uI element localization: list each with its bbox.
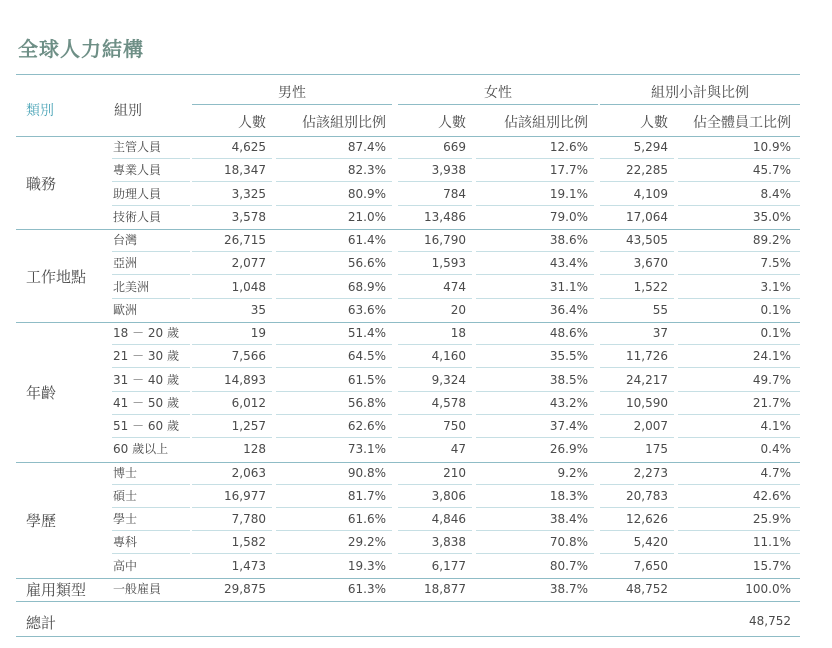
- value-cell-t: 48,752: [626, 581, 668, 596]
- value-cell-f: 784: [443, 186, 466, 201]
- value-cell-fp: 36.4%: [549, 302, 588, 317]
- value-cell-tp: 49.7%: [752, 372, 791, 387]
- value-cell-fp: 18.3%: [549, 488, 588, 503]
- value-cell-f: 16,790: [424, 233, 466, 247]
- value-cell-f: 18,877: [424, 581, 466, 596]
- value-cell-f: 210: [443, 465, 466, 480]
- value-cell-fp: 26.9%: [549, 442, 588, 457]
- value-cell-m: 3,325: [231, 186, 266, 201]
- table-row: [16, 206, 800, 229]
- value-cell-mp: 63.6%: [347, 302, 386, 317]
- value-cell-m: 1,473: [231, 558, 266, 573]
- group-cell: 專業人員: [113, 163, 162, 178]
- group-cell: 18 － 20 歲: [113, 326, 179, 340]
- category-label: 年齡: [26, 383, 57, 402]
- table-row: [16, 159, 800, 182]
- table-row: [16, 531, 800, 554]
- value-cell-f: 9,324: [431, 372, 466, 387]
- value-cell-fp: 19.1%: [549, 186, 588, 201]
- value-cell-fp: 37.4%: [549, 419, 588, 433]
- header-female: 女性: [484, 85, 512, 101]
- value-cell-m: 7,566: [231, 349, 266, 364]
- page-title: 全球人力結構: [18, 37, 144, 61]
- value-cell-fp: 38.7%: [549, 581, 588, 596]
- value-cell-fp: 9.2%: [557, 465, 588, 480]
- value-cell-mp: 61.6%: [347, 512, 386, 526]
- value-cell-m: 2,077: [231, 256, 266, 271]
- value-cell-mp: 82.3%: [347, 163, 386, 178]
- group-cell: 一般雇員: [113, 581, 162, 596]
- table-row: [16, 299, 800, 322]
- value-cell-f: 4,578: [431, 395, 466, 410]
- group-cell: 31 － 40 歲: [113, 372, 179, 387]
- table-row: [16, 229, 800, 252]
- value-cell-m: 1,048: [231, 279, 266, 294]
- value-cell-f: 3,938: [431, 163, 466, 178]
- value-cell-fp: 43.4%: [549, 256, 588, 271]
- value-cell-m: 7,780: [231, 512, 266, 526]
- header-male: 男性: [278, 85, 306, 101]
- header-category: 類別: [26, 103, 54, 119]
- value-cell-m: 26,715: [224, 233, 266, 247]
- female-header-rule: [398, 104, 598, 105]
- header-male-count: 人數: [238, 115, 266, 131]
- value-cell-tp: 24.1%: [752, 349, 791, 364]
- value-cell-mp: 19.3%: [347, 558, 386, 573]
- value-cell-mp: 21.0%: [347, 209, 386, 224]
- table-row: [16, 369, 800, 392]
- value-cell-t: 11,726: [626, 349, 668, 364]
- group-cell: 亞洲: [113, 256, 138, 271]
- value-cell-tp: 0.1%: [760, 326, 791, 340]
- value-cell-m: 16,977: [224, 488, 266, 503]
- value-cell-m: 1,582: [231, 535, 266, 550]
- value-cell-f: 669: [443, 140, 466, 154]
- value-cell-m: 3,578: [231, 209, 266, 224]
- value-cell-mp: 56.6%: [347, 256, 386, 271]
- value-cell-f: 750: [443, 419, 466, 433]
- table-row: [16, 508, 800, 531]
- value-cell-tp: 4.1%: [760, 419, 791, 433]
- value-cell-m: 128: [243, 442, 266, 457]
- value-cell-mp: 29.2%: [347, 535, 386, 550]
- value-cell-t: 37: [652, 326, 668, 340]
- table-row: [16, 392, 800, 415]
- value-cell-m: 6,012: [231, 395, 266, 410]
- subtotal-header-rule: [600, 104, 800, 105]
- value-cell-t: 2,273: [633, 465, 668, 480]
- value-cell-tp: 11.1%: [752, 535, 791, 550]
- value-cell-f: 3,806: [431, 488, 466, 503]
- table-row: [16, 252, 800, 275]
- value-cell-tp: 100.0%: [745, 581, 791, 596]
- value-cell-m: 18,347: [224, 163, 266, 178]
- category-label: 學歷: [26, 511, 57, 530]
- header-subtotal-ratio: 佔全體員工比例: [693, 115, 791, 131]
- value-cell-f: 4,160: [431, 349, 466, 364]
- category-separator: [16, 601, 800, 602]
- value-cell-fp: 35.5%: [549, 349, 588, 364]
- table-row: [16, 183, 800, 206]
- group-cell: 歐洲: [113, 302, 138, 317]
- value-cell-tp: 10.9%: [752, 140, 791, 154]
- table-row: [16, 415, 800, 438]
- value-cell-mp: 61.4%: [347, 233, 386, 247]
- group-cell: 北美洲: [113, 279, 150, 294]
- value-cell-tp: 89.2%: [752, 233, 791, 247]
- value-cell-f: 6,177: [431, 558, 466, 573]
- value-cell-fp: 31.1%: [549, 279, 588, 294]
- category-label: 工作地點: [26, 267, 87, 286]
- value-cell-t: 17,064: [626, 209, 668, 224]
- group-cell: 高中: [113, 558, 138, 573]
- value-cell-fp: 48.6%: [549, 326, 588, 340]
- value-cell-t: 20,783: [626, 488, 668, 503]
- value-cell-tp: 21.7%: [752, 395, 791, 410]
- value-cell-mp: 90.8%: [347, 465, 386, 480]
- table-row: [16, 578, 800, 601]
- value-cell-t: 12,626: [626, 512, 668, 526]
- value-cell-tp: 25.9%: [752, 512, 791, 526]
- value-cell-mp: 68.9%: [347, 279, 386, 294]
- value-cell-tp: 7.5%: [760, 256, 791, 271]
- group-cell: 60 歲以上: [113, 442, 169, 457]
- value-cell-t: 43,505: [626, 233, 668, 247]
- value-cell-t: 2,007: [633, 419, 668, 433]
- table-row: [16, 555, 800, 578]
- value-cell-mp: 61.3%: [347, 581, 386, 596]
- header-female-ratio: 佔該組別比例: [504, 115, 588, 131]
- male-header-rule: [192, 104, 392, 105]
- table-row: [16, 462, 800, 485]
- value-cell-t: 22,285: [626, 163, 668, 178]
- group-cell: 碩士: [113, 488, 138, 503]
- value-cell-tp: 15.7%: [752, 558, 791, 573]
- value-cell-f: 1,593: [431, 256, 466, 271]
- group-cell: 台灣: [113, 233, 138, 247]
- value-cell-tp: 4.7%: [760, 465, 791, 480]
- value-cell-fp: 43.2%: [549, 395, 588, 410]
- value-cell-fp: 70.8%: [549, 535, 588, 550]
- value-cell-mp: 62.6%: [347, 419, 386, 433]
- value-cell-f: 13,486: [424, 209, 466, 224]
- value-cell-tp: 0.4%: [760, 442, 791, 457]
- header-group: 組別: [114, 103, 142, 119]
- group-cell: 技術人員: [113, 209, 162, 224]
- table-row: [16, 322, 800, 345]
- value-cell-tp: 35.0%: [752, 209, 791, 224]
- value-cell-f: 18: [450, 326, 466, 340]
- table-row: [16, 276, 800, 299]
- value-cell-m: 35: [250, 302, 266, 317]
- value-cell-tp: 0.1%: [760, 302, 791, 317]
- value-cell-tp: 45.7%: [752, 163, 791, 178]
- value-cell-m: 2,063: [231, 465, 266, 480]
- value-cell-f: 474: [443, 279, 466, 294]
- value-cell-mp: 80.9%: [347, 186, 386, 201]
- value-cell-mp: 51.4%: [347, 326, 386, 340]
- value-cell-t: 5,294: [633, 140, 668, 154]
- value-cell-f: 3,838: [431, 535, 466, 550]
- value-cell-fp: 12.6%: [549, 140, 588, 154]
- value-cell-tp: 8.4%: [760, 186, 791, 201]
- value-cell-mp: 81.7%: [347, 488, 386, 503]
- value-cell-t: 55: [652, 302, 668, 317]
- value-cell-m: 4,625: [231, 140, 266, 154]
- value-cell-fp: 17.7%: [549, 163, 588, 178]
- header-subtotal-count: 人數: [640, 115, 668, 131]
- group-cell: 博士: [113, 465, 138, 480]
- table-row: [16, 136, 800, 159]
- group-cell: 助理人員: [113, 186, 162, 201]
- value-cell-mp: 61.5%: [347, 372, 386, 387]
- header-female-count: 人數: [438, 115, 466, 131]
- total-value: 48,752: [749, 614, 791, 628]
- value-cell-mp: 64.5%: [347, 349, 386, 364]
- value-cell-m: 29,875: [224, 581, 266, 596]
- category-label: 職務: [26, 174, 57, 193]
- value-cell-mp: 87.4%: [347, 140, 386, 154]
- value-cell-mp: 56.8%: [347, 395, 386, 410]
- group-cell: 51 － 60 歲: [113, 419, 179, 433]
- value-cell-t: 4,109: [633, 186, 668, 201]
- group-cell: 21 － 30 歲: [113, 349, 179, 364]
- value-cell-t: 3,670: [633, 256, 668, 271]
- table-bottom-rule: [16, 636, 800, 637]
- value-cell-m: 14,893: [224, 372, 266, 387]
- header-male-ratio: 佔該組別比例: [302, 115, 386, 131]
- value-cell-m: 19: [250, 326, 266, 340]
- value-cell-fp: 38.6%: [549, 233, 588, 247]
- category-label: 雇用類型: [26, 581, 87, 600]
- value-cell-t: 24,217: [626, 372, 668, 387]
- workforce-table: [16, 74, 800, 638]
- group-cell: 41 － 50 歲: [113, 395, 179, 410]
- value-cell-t: 10,590: [626, 395, 668, 410]
- table-row: [16, 438, 800, 461]
- value-cell-mp: 73.1%: [347, 442, 386, 457]
- value-cell-f: 4,846: [431, 512, 466, 526]
- value-cell-t: 7,650: [633, 558, 668, 573]
- group-cell: 學士: [113, 512, 138, 526]
- value-cell-tp: 42.6%: [752, 488, 791, 503]
- value-cell-t: 175: [645, 442, 668, 457]
- table-top-rule: [16, 74, 800, 75]
- value-cell-m: 1,257: [231, 419, 266, 433]
- value-cell-fp: 38.5%: [549, 372, 588, 387]
- value-cell-t: 5,420: [633, 535, 668, 550]
- value-cell-tp: 3.1%: [760, 279, 791, 294]
- group-cell: 主管人員: [113, 140, 162, 154]
- value-cell-fp: 38.4%: [549, 512, 588, 526]
- value-cell-t: 1,522: [633, 279, 668, 294]
- value-cell-f: 47: [450, 442, 466, 457]
- header-subtotal: 組別小計與比例: [651, 85, 749, 101]
- value-cell-f: 20: [450, 302, 466, 317]
- group-cell: 專科: [113, 535, 138, 550]
- total-label: 總計: [26, 614, 57, 632]
- table-row: [16, 345, 800, 368]
- table-row: [16, 485, 800, 508]
- value-cell-fp: 79.0%: [549, 209, 588, 224]
- value-cell-fp: 80.7%: [549, 558, 588, 573]
